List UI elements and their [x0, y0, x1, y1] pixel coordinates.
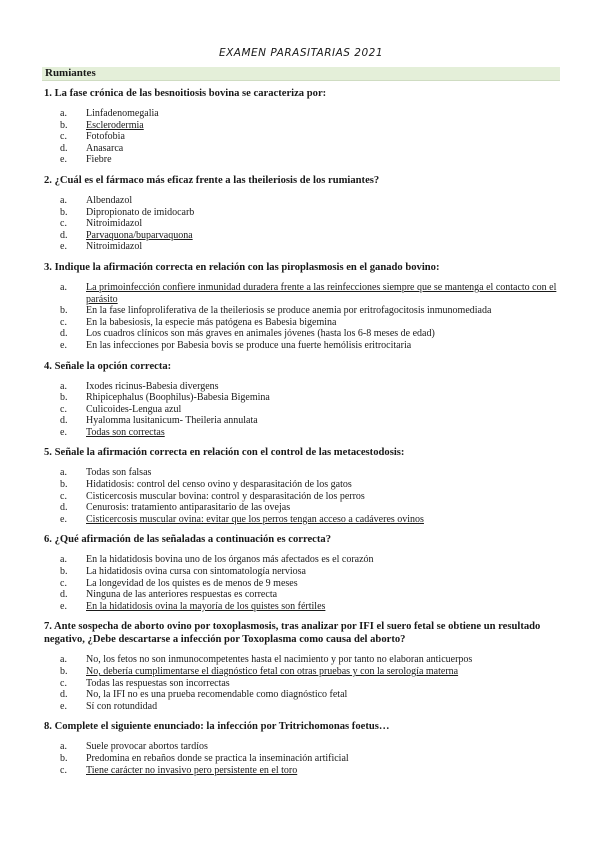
- option-text: Anasarca: [86, 142, 124, 154]
- option-letter: c.: [60, 316, 67, 328]
- option-text: Albendazol: [86, 194, 133, 206]
- answer-option: [42, 120, 560, 132]
- option-text: Culicoides-Lengua azul: [86, 403, 182, 415]
- option-letter: a.: [60, 380, 67, 392]
- option-text: Predomina en rebaños donde se practica la inseminación artificial: [86, 752, 349, 764]
- correct-option-text: Tiene carácter no invasivo pero persistente en el toro: [86, 764, 298, 776]
- answer-option: [42, 195, 560, 207]
- option-letter: c.: [60, 218, 67, 230]
- answer-option: [42, 741, 560, 753]
- question-block: [42, 720, 560, 776]
- answer-option: [42, 467, 560, 479]
- answer-option: [42, 589, 560, 601]
- answer-option: [42, 328, 560, 340]
- answer-option: [42, 154, 560, 166]
- correct-option-text: Parvaquona/buparvaquona: [86, 229, 193, 241]
- answer-option: [42, 578, 560, 590]
- question-text: 5. Señale la afirmación correcta en relación con el control de las metacestodosis:: [44, 447, 405, 459]
- option-letter: a.: [60, 554, 67, 566]
- option-letter: b.: [60, 206, 68, 218]
- option-text: Cisticercosis muscular bovina: control y desparasitación de los perros: [86, 490, 365, 502]
- option-letter: a.: [60, 467, 67, 479]
- option-text: En las infecciones por Babesia bovis se produce una fuerte hemólisis eritrocitaria: [86, 339, 412, 351]
- option-text: Hyalomma lusitanicum- Theileria annulata: [86, 415, 258, 427]
- option-text: La hidatidosis ovina cursa con sintomatología nerviosa: [86, 566, 306, 578]
- option-letter: c.: [60, 764, 67, 776]
- option-list: [42, 195, 560, 253]
- answer-option: [42, 392, 560, 404]
- option-text: Nitroimidazol: [86, 218, 143, 230]
- option-letter: d.: [60, 142, 68, 154]
- option-list: [42, 381, 560, 439]
- answer-option: [42, 514, 560, 526]
- option-text: Fotofobia: [86, 131, 125, 143]
- option-list: [42, 654, 560, 712]
- option-letter: e.: [60, 700, 67, 712]
- correct-option-text: La primoinfección confiere inmunidad duradera frente a las reinfecciones siempre que se mantenga el contacto con el parásito: [86, 281, 557, 305]
- option-letter: b.: [60, 566, 68, 578]
- option-letter: e.: [60, 513, 67, 525]
- answer-option: [42, 207, 560, 219]
- option-letter: e.: [60, 426, 67, 438]
- question-block: [42, 174, 560, 253]
- option-letter: d.: [60, 328, 68, 340]
- answer-option: [42, 765, 560, 777]
- option-letter: d.: [60, 502, 68, 514]
- answer-option: [42, 479, 560, 491]
- option-list: [42, 554, 560, 612]
- answer-option: [42, 491, 560, 503]
- correct-option-text: En la hidatidosis ovina la mayoría de los quistes son fértiles: [86, 600, 326, 612]
- question-text: 7. Ante sospecha de aborto ovino por toxoplasmosis, tras analizar por IFI el suero fetal se obtiene un resultado negativo, ¿Debe descartarse a infección por Toxoplasma como causa del aborto?: [44, 621, 541, 646]
- answer-option: [42, 566, 560, 578]
- answer-option: [42, 415, 560, 427]
- option-text: En la fase linfoproliferativa de la theileriosis se produce anemia por eritrofagocitosis inmunomediada: [86, 305, 492, 317]
- answer-option: [42, 701, 560, 713]
- answer-option: [42, 554, 560, 566]
- answer-option: [42, 678, 560, 690]
- option-letter: e.: [60, 339, 67, 351]
- answer-option: [42, 241, 560, 253]
- answer-option: [42, 404, 560, 416]
- question-block: [42, 620, 560, 712]
- option-letter: b.: [60, 305, 68, 317]
- question-block: [42, 87, 560, 166]
- answer-option: [42, 654, 560, 666]
- question-block: [42, 446, 560, 525]
- option-text: Fiebre: [86, 154, 112, 166]
- option-text: Ixodes ricinus-Babesia divergens: [86, 380, 219, 392]
- option-list: [42, 741, 560, 776]
- question-block: [42, 360, 560, 439]
- option-list: [42, 467, 560, 525]
- question-block: [42, 261, 560, 352]
- question-text: 6. ¿Qué afirmación de las señaladas a continuación es correcta?: [44, 534, 331, 546]
- option-letter: b.: [60, 392, 68, 404]
- question-text: 1. La fase crónica de las besnoitiosis bovina se caracteriza por:: [44, 88, 327, 99]
- option-letter: e.: [60, 600, 67, 612]
- option-text: Nitroimidazol: [86, 241, 143, 253]
- option-letter: a.: [60, 654, 67, 666]
- option-letter: b.: [60, 666, 68, 677]
- option-list: [42, 108, 560, 166]
- option-letter: d.: [60, 589, 68, 601]
- option-text: No, la IFI no es una prueba recomendable como diagnóstico fetal: [86, 689, 348, 701]
- option-letter: c.: [60, 677, 67, 689]
- question-text: 3. Indique la afirmación correcta en relación con las piroplasmosis en el ganado bovino:: [44, 261, 440, 273]
- option-text: Todas son falsas: [86, 467, 152, 479]
- answer-option: [42, 143, 560, 155]
- answer-option: [42, 340, 560, 352]
- question-list: [42, 87, 560, 776]
- option-letter: a.: [60, 281, 67, 293]
- option-letter: b.: [60, 119, 68, 131]
- question-block: [42, 533, 560, 612]
- correct-option-text: Cisticercosis muscular ovina: evitar que los perros tengan acceso a cadáveres ovinos: [86, 513, 424, 525]
- correct-option-text: No, debería cumplimentarse el diagnóstico fetal con otras pruebas y con la serología materna: [86, 666, 459, 677]
- option-text: Hidatidosis: control del censo ovino y desparasitación de los gatos: [86, 479, 352, 491]
- option-text: No, los fetos no son inmunocompetentes hasta el nacimiento y por tanto no elaboran anticuerpos: [86, 654, 473, 666]
- option-letter: a.: [60, 194, 67, 206]
- option-text: Suele provocar abortos tardíos: [86, 741, 208, 753]
- option-letter: e.: [60, 241, 67, 253]
- option-letter: d.: [60, 415, 68, 427]
- answer-option: [42, 753, 560, 765]
- option-text: Todas las respuestas son incorrectas: [86, 677, 230, 689]
- option-text: Cenurosis: tratamiento antiparasitario de las ovejas: [86, 502, 291, 514]
- option-letter: c.: [60, 577, 67, 589]
- answer-option: [42, 427, 560, 439]
- option-letter: c.: [60, 131, 67, 143]
- question-text: 4. Señale la opción correcta:: [44, 360, 172, 372]
- option-letter: c.: [60, 403, 67, 415]
- option-text: La longevidad de los quistes es de menos de 9 meses: [86, 577, 298, 589]
- answer-option: [42, 218, 560, 230]
- option-text: Sí con rotundidad: [86, 700, 158, 712]
- answer-option: [42, 601, 560, 613]
- option-text: Linfadenomegalia: [86, 108, 159, 119]
- answer-option: [42, 305, 560, 317]
- option-letter: d.: [60, 229, 68, 241]
- answer-option: [42, 230, 560, 242]
- option-letter: a.: [60, 108, 67, 119]
- option-letter: c.: [60, 490, 67, 502]
- answer-option: [42, 666, 560, 678]
- option-letter: e.: [60, 154, 67, 166]
- exam-title: EXAMEN PARASITARIAS 2021: [218, 47, 384, 59]
- option-text: Ninguna de las anteriores respuestas es correcta: [86, 589, 278, 601]
- answer-option: [42, 502, 560, 514]
- option-text: Dipropionato de imidocarb: [86, 206, 195, 218]
- option-text: Los cuadros clínicos son más graves en animales jóvenes (hasta los 6-8 meses de edad): [86, 328, 435, 340]
- option-list: [42, 282, 560, 352]
- option-text: En la hidatidosis bovina uno de los órganos más afectados es el corazón: [86, 554, 374, 566]
- answer-option: [42, 381, 560, 393]
- answer-option: [42, 108, 560, 120]
- option-letter: a.: [60, 741, 67, 753]
- option-text: Rhipicephalus (Boophilus)-Babesia Bigemina: [86, 392, 270, 404]
- option-letter: b.: [60, 752, 68, 764]
- answer-option: [42, 131, 560, 143]
- answer-option: [42, 689, 560, 701]
- section-heading: Rumiantes: [42, 67, 560, 81]
- answer-option: [42, 282, 560, 305]
- question-text: 8. Complete el siguiente enunciado: la infección por Tritrichomonas foetus…: [44, 721, 390, 733]
- option-letter: b.: [60, 479, 68, 491]
- correct-option-text: Todas son correctas: [86, 426, 165, 438]
- option-letter: d.: [60, 689, 68, 701]
- answer-option: [42, 317, 560, 329]
- option-text: En la babesiosis, la especie más patógena es Babesia bigemina: [86, 316, 337, 328]
- correct-option-text: Esclerodermia: [86, 119, 144, 131]
- question-text: 2. ¿Cuál es el fármaco más eficaz frente a las theileriosis de los rumiantes?: [44, 174, 380, 186]
